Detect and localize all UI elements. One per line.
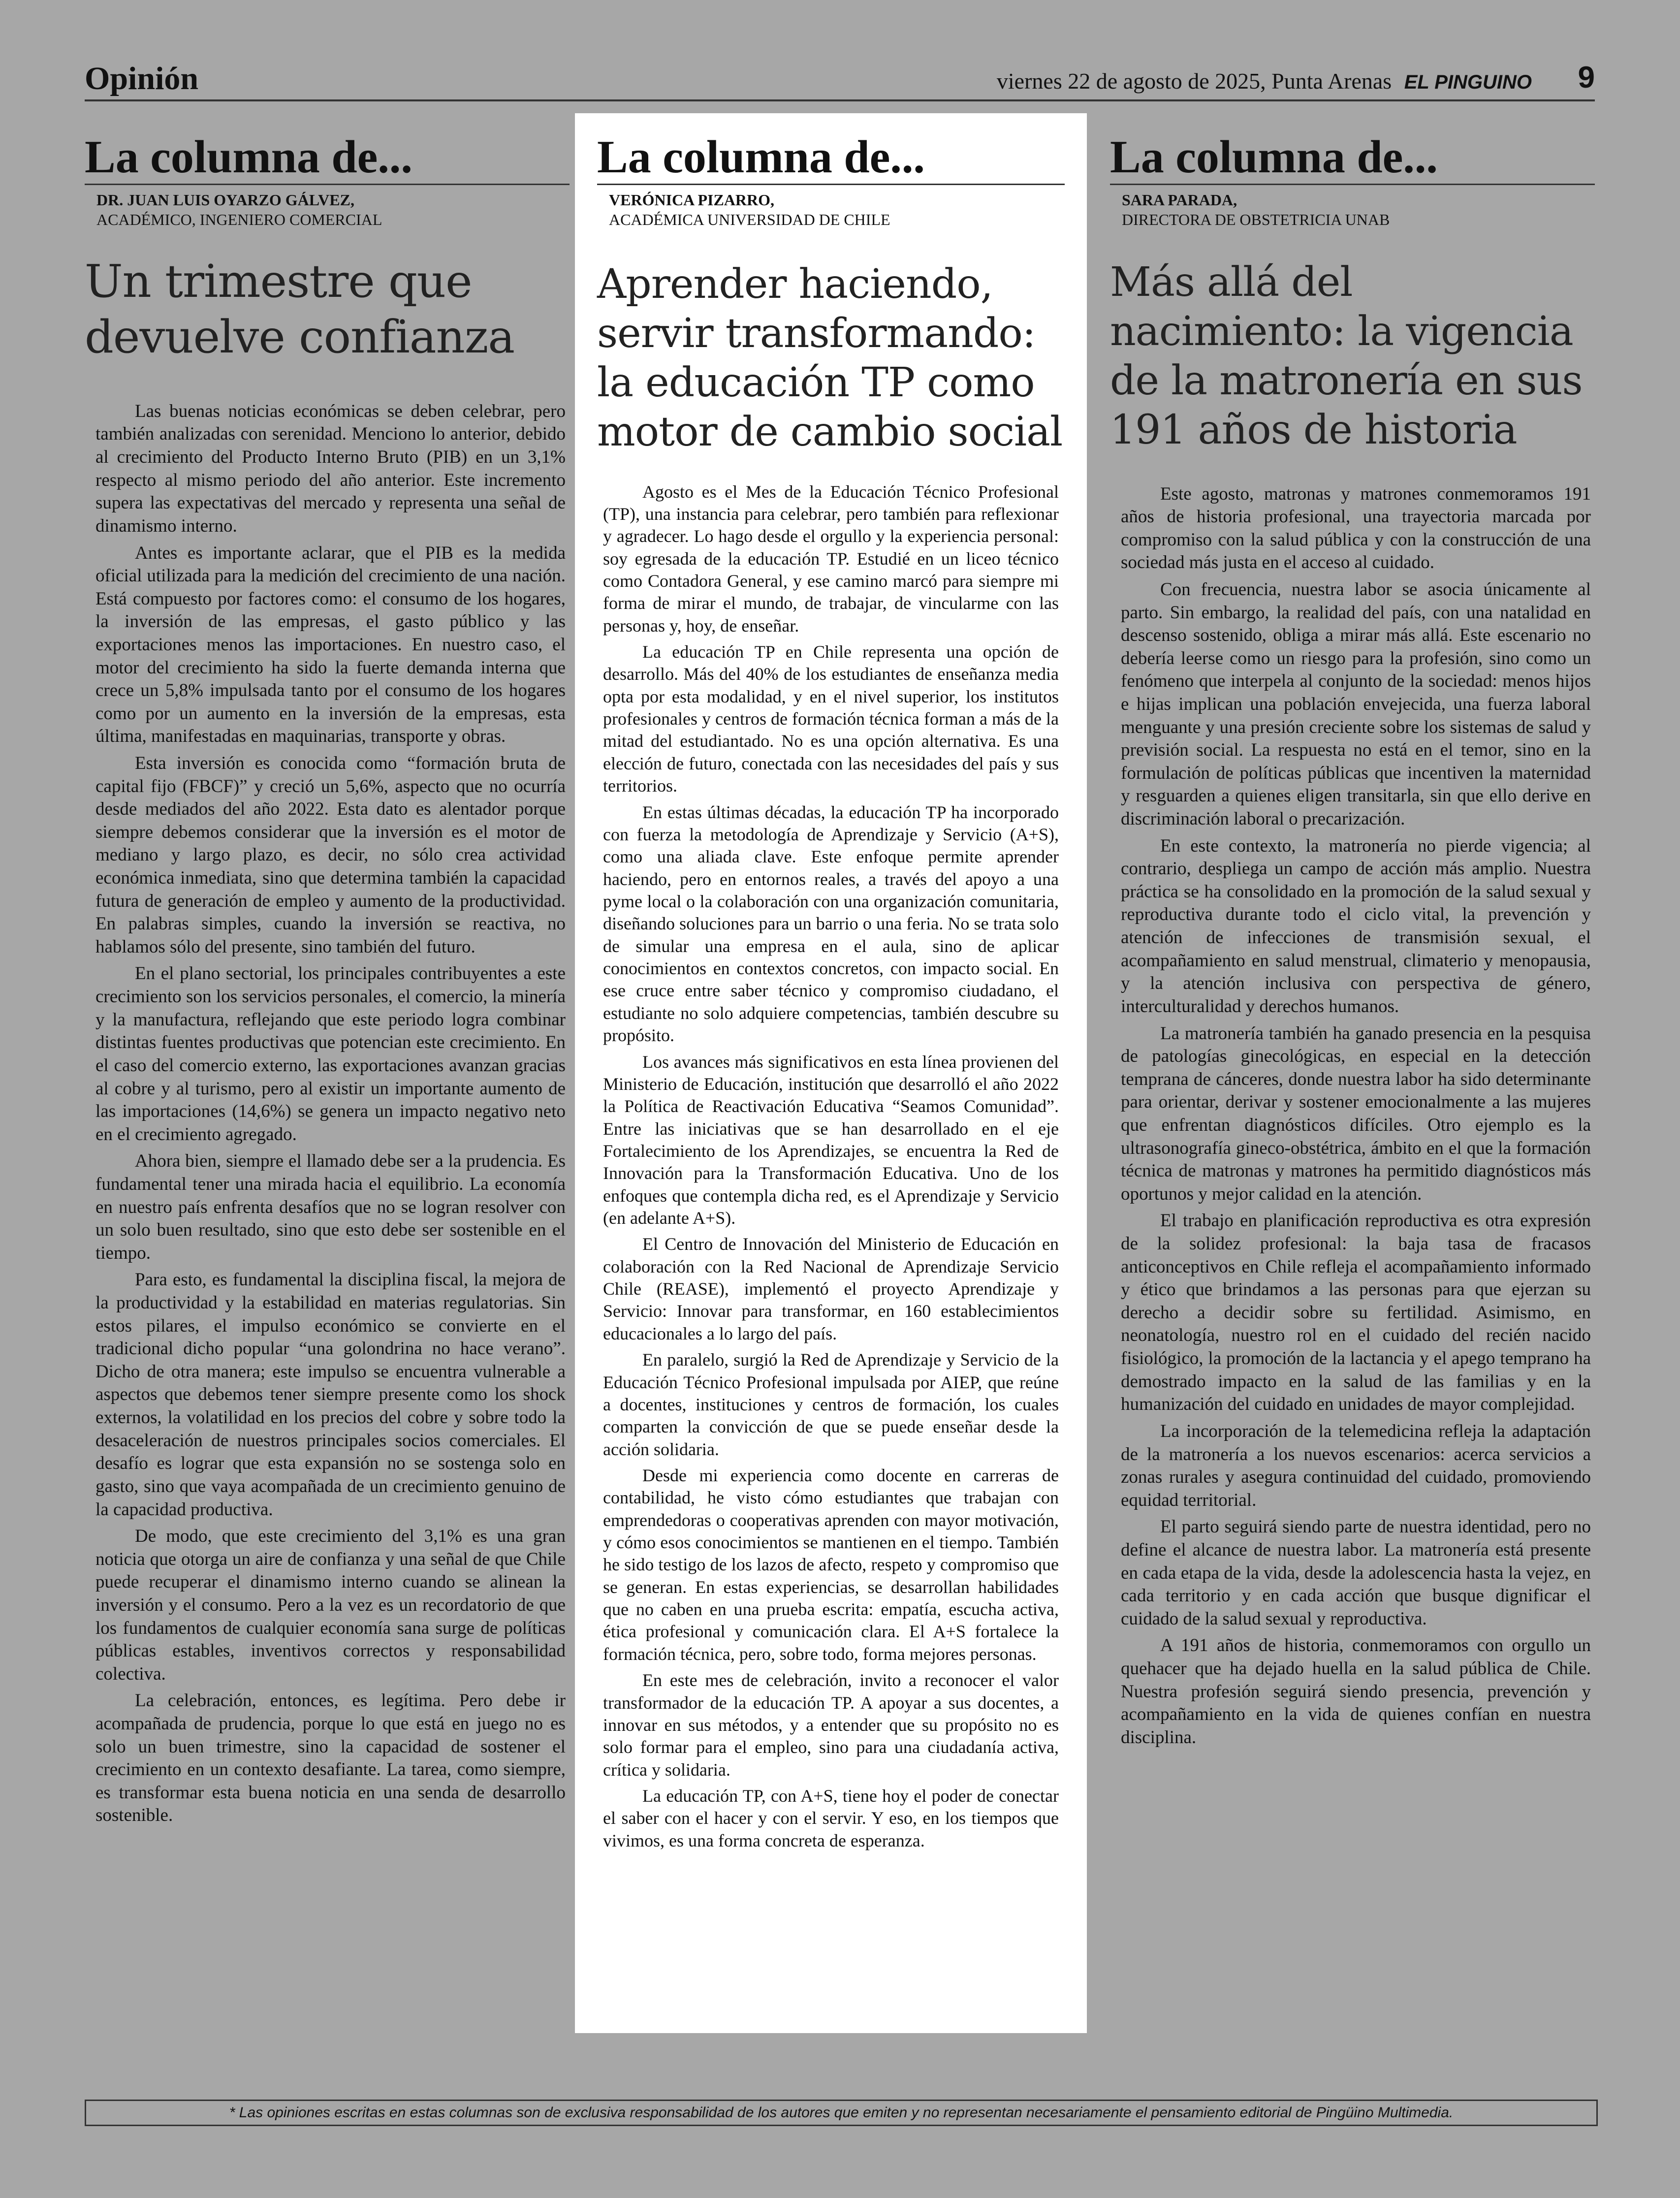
author-name: SARA PARADA, [1122,191,1237,209]
author-name: DR. JUAN LUIS OYARZO GÁLVEZ, [96,191,354,209]
paragraph: En estas últimas décadas, la educación TP ha incorporado con fuerza la metodología de Aprendizaje y Servicio (A+S), como una aliada clave. Este enfoque permite aprender haciendo, pero en entornos reales, a través del apoyo a una pyme local o la colaboración con una organización comunitaria, diseñando soluciones para un barrio o una feria. No se trata solo de simular una empresa en el aula, sino de aplicar conocimientos en contextos concretos, con impacto social. En ese cruce entre saber técnico y compromiso ciudadano, el estudiante no solo adquiere competencias, también descubre su propósito. [603,802,1059,1046]
paragraph: El Centro de Innovación del Ministerio de Educación en colaboración con la Red Nacional de Aprendizaje Servicio Chile (REASE), implementó el proyecto Aprendizaje y Servicio: Innovar para transformar, en 160 establecimientos educacionales a lo largo del país. [603,1234,1059,1343]
paragraph: La celebración, entonces, es legítima. Pero debe ir acompañada de prudencia, porque lo que está en juego no es solo un buen trimestre, sino la capacidad de sostener el crecimiento en un contexto desafiante. La tarea, como siempre, es transformar esta buena noticia en una senda de desarrollo sostenible. [95,1690,566,1826]
headline: Un trimestre que devuelve confianza [85,255,515,363]
paragraph: De modo, que este crecimiento del 3,1% es una gran noticia que otorga un aire de confianza y una señal de que Chile puede recuperar el dinamismo interno cuando se alinean la inversión y el consumo. Pero a la vez es un recordatorio de que los fundamentos de cualquier economía sana surge de políticas públicas estables, inventivos correctos y responsabilidad colectiva. [95,1526,566,1684]
article-body [85,400,570,1827]
paragraph: En este mes de celebración, invito a reconocer el valor transformador de la educación TP. A apoyar a sus docentes, a innovar en sus métodos, y a entender que su propósito no es solo formar para el empleo, sino para una ciudadanía activa, crítica y solidaria. [603,1670,1059,1780]
paragraph: La educación TP en Chile representa una opción de desarrollo. Más del 40% de los estudiantes de enseñanza media opta por esta modalidad, y en el nivel superior, los institutos profesionales y centros de formación técnica forman a más de la mitad del estudiantado. No es una opción alternativa. Es una elección de futuro, conectada con las necesidades del país y sus territorios. [603,642,1059,796]
author-block [1122,190,1595,229]
paragraph: Esta inversión es conocida como “formación bruta de capital fijo (FBCF)” y creció un 5,6%, aspecto que no ocurría desde mediados del año 2022. Esta dato es alentador porque siempre debemos considerar que la inversión es el motor de mediano y largo plazo, es decir, no sólo crea actividad económica inmediata, sino que determina también la capacidad futura de generación de empleo y aumento de la productividad. En palabras simples, cuando la inversión se reactiva, no hablamos sólo del presente, sino también del futuro. [95,753,566,957]
paragraph: La incorporación de la telemedicina refleja la adaptación de la matronería a los nuevos escenarios: acerca servicios a zonas rurales y asegura continuidad del cuidado, promoviendo equidad territorial. [1121,1421,1591,1510]
author-block [96,190,570,229]
column-2 [575,113,1087,2033]
paragraph: El parto seguirá siendo parte de nuestra identidad, pero no define el alcance de nuestra labor. La matronería está presente en cada etapa de la vida, desde la adolescencia hasta la vejez, en cada territorio y en cada acción que busque dignificar el cuidado de la salud sexual y reproductiva. [1121,1517,1591,1629]
paragraph: Con frecuencia, nuestra labor se asocia únicamente al parto. Sin embargo, la realidad del país, con una natalidad en descenso sostenido, obliga a mirar más allá. Este escenario no debería leerse como un riesgo para la profesión, sino como un fenómeno que interpela al conjunto de la sociedad: menos hijos e hijas implican una población envejecida, una fuerza laboral menguante y una presión creciente sobre los sistemas de salud y previsión social. La respuesta no está en el temor, sino en la formulación de políticas públicas que incentiven la maternidad y resguarden a quienes eligen transitarla, sin que ello derive en discriminación laboral o precarización. [1121,579,1591,829]
paragraph: Este agosto, matronas y matrones conmemoramos 191 años de historia profesional, una trayectoria marcada por compromiso con la salud pública y con la construcción de una sociedad más justa en el acceso al cuidado. [1121,483,1591,573]
author-role: DIRECTORA DE OBSTETRICIA UNAB [1122,211,1390,229]
dateline [997,68,1532,94]
paragraph: Desde mi experiencia como docente en carreras de contabilidad, he visto cómo estudiantes que trabajan con emprendedoras o cooperativas aprenden con mayor motivación, y cómo esos conocimientos se mantienen en el tiempo. También he sido testigo de los lazos de afecto, respeto y compromiso que se generan. En estas experiencias, se desarrollan habilidades que no caben en una prueba escrita: empatía, escucha activa, ética profesional y comunicación clara. El A+S fortalece la formación técnica, pero, sobre todo, forma mejores personas. [603,1465,1059,1664]
page-number: 9 [1578,61,1595,95]
column-3 [1110,113,1595,1753]
brand-logo: EL PINGUINO [1404,71,1532,93]
column-kicker: La columna de... [85,132,570,185]
paragraph: Los avances más significativos en esta línea provienen del Ministerio de Educación, institución que desarrolló el año 2022 la Política de Reactivación Educativa “Seamos Comunidad”. Entre las iniciativas que se han desarrollado en el eje Fortalecimiento de los Aprendizajes, se encuentra la Red de Innovación para la Transformación Educativa. Uno de los enfoques que contempla dicha red, es el Aprendizaje y Servicio (en adelante A+S). [603,1051,1059,1228]
disclaimer-footer: * Las opiniones escritas en estas columnas son de exclusiva responsabilidad de los autores que emiten y no representan necesariamente el pensamiento editorial de Pingüino Multimedia. [85,2100,1598,2126]
paragraph: Las buenas noticias económicas se deben celebrar, pero también analizadas con serenidad. Menciono lo anterior, debido al crecimiento del Producto Interno Bruto (PIB) en un 3,1% respecto al mismo periodo del año anterior. Este incremento supera las expectativas del mercado y representa una señal de dinamismo interno. [95,401,566,536]
article-body [597,481,1065,1852]
paragraph: En paralelo, surgió la Red de Aprendizaje y Servicio de la Educación Técnico Profesional impulsada por AIEP, que reúne a docentes, instituciones y centros de formación, los cuales comparten la convicción de que se puede enseñar desde la acción solidaria. [603,1350,1059,1459]
author-role: ACADÉMICO, INGENIERO COMERCIAL [96,211,382,229]
paragraph: La educación TP, con A+S, tiene hoy el poder de conectar el saber con el hacer y con el servir. Y eso, en los tiempos que vivimos, es una forma concreta de esperanza. [603,1786,1059,1850]
paragraph: A 191 años de historia, conmemoramos con orgullo un quehacer que ha dejado huella en la salud pública de Chile. Nuestra profesión seguirá siendo presencia, prevención y acompañamiento en la vida de quienes confían en nuestra disciplina. [1121,1635,1591,1748]
paragraph: Antes es importante aclarar, que el PIB es la medida oficial utilizada para la medición del crecimiento de una nación. Está compuesto por factores como: el consumo de los hogares, la inversión de las empresas, el gasto público y las exportaciones menos las importaciones. En nuestro caso, el motor del crecimiento ha sido la fuerte demanda interna que crece un 5,8% impulsada tanto por el consumo de los hogares como por un aumento en la inversión de la empresas, esta última, manifestadas en maquinarias, transporte y obras. [95,542,566,747]
author-name: VERÓNICA PIZARRO, [609,191,775,209]
column-2-inner [597,113,1065,1856]
article-body [1110,483,1595,1750]
headline: Más allá del nacimiento: la vigencia de la matronería en sus 191 años de historia [1110,259,1583,454]
column-kicker: La columna de... [597,132,1065,185]
paragraph: Ahora bien, siempre el llamado debe ser a la prudencia. Es fundamental tener una mirada hacia el equilibrio. La economía en nuestro país enfrenta desafíos que no se logran resolver con un solo buen resultado, sino que esto debe ser sostenible en el tiempo. [95,1151,566,1263]
paragraph: En este contexto, la matronería no pierde vigencia; al contrario, despliega un campo de acción más amplio. Nuestra práctica se ha consolidado en la promoción de la salud sexual y reproductiva durante todo el ciclo vital, la prevención y atención de infecciones de transmisión sexual, el acompañamiento en salud menstrual, climaterio y menopausia, y la atención inclusiva con perspectiva de género, interculturalidad y derechos humanos. [1121,835,1591,1017]
paragraph: En el plano sectorial, los principales contribuyentes a este crecimiento son los servicios personales, el comercio, la minería y la manufactura, reflejando que este periodo logra combinar distintas fuentes productivas que potencian este crecimiento. En el caso del comercio externo, las exportaciones avanzan gracias al cobre y al turismo, pero al existir un importante aumento de las importaciones (14,6%) se genera un impacto negativo neto en el crecimiento agregado. [95,963,566,1145]
author-role: ACADÉMICA UNIVERSIDAD DE CHILE [609,211,890,229]
paragraph: La matronería también ha ganado presencia en la pesquisa de patologías ginecológicas, en especial en la detección temprana de cánceres, donde nuestra labor ha sido determinante para orientar, derivar y sostener emocionalmente a las mujeres que enfrentan diagnósticos difíciles. Otro ejemplo es la ultrasonografía gineco-obstétrica, ámbito en el que la formación técnica de matronas y matrones ha permitido diagnósticos más oportunos y mejor calidad en la atención. [1121,1023,1591,1204]
page-header [85,60,1595,101]
paragraph: Agosto es el Mes de la Educación Técnico Profesional (TP), una instancia para celebrar, pero también para reflexionar y agradecer. Lo hago desde el orgullo y la experiencia personal: soy egresada de la educación TP. Estudié en un liceo técnico como Contadora General, y ese camino marcó para siempre mi forma de mirar el mundo, de trabajar, de vincularme con las personas y, hoy, de enseñar. [603,481,1059,636]
section-label: Opinión [85,61,199,96]
headline: Aprender haciendo, servir transformando: la educación TP como motor de cambio social [597,261,1063,456]
date-text: viernes 22 de agosto de 2025, Punta Arenas [996,68,1392,94]
paragraph: Para esto, es fundamental la disciplina fiscal, la mejora de la productividad y la estabilidad en materias regulatorias. Sin estos pilares, el impulso económico se convierte en el tradicional dicho popular “una golondrina no hace verano”. Dicho de otra manera; este impulso se encuentra vulnerable a aspectos que debemos tener siempre presente como los shock externos, la volatilidad en los precios del cobre y sobre todo la desaceleración de nuestros principales socios comerciales. El desafío es lograr que esta expansión no se sostenga solo en gasto, sino que vaya acompañada de un crecimiento genuino de la capacidad productiva. [95,1270,566,1520]
paragraph: El trabajo en planificación reproductiva es otra expresión de la solidez profesional: la baja tasa de fracasos anticonceptivos en Chile refleja el acompañamiento informado y ético que brindamos a las personas para que ejerzan su derecho a decidir sobre su fertilidad. Asimismo, en neonatología, nuestro rol en el cuidado del recién nacido fisiológico, la promoción de la lactancia y el apego temprano ha demostrado impacto en la salud de las familias y en la humanización del cuidado en unidades de mayor complejidad. [1121,1210,1591,1415]
column-1 [85,113,570,1831]
column-kicker: La columna de... [1110,132,1595,185]
author-block [609,190,1065,229]
